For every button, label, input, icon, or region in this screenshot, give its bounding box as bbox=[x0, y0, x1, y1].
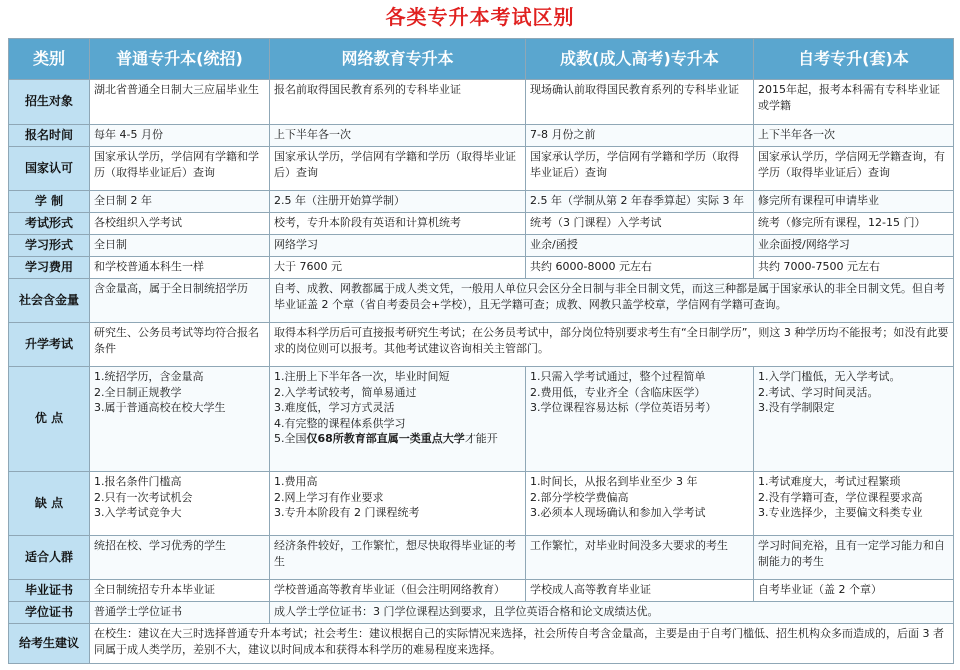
list-item: 1.注册上下半年各一次，毕业时间短 bbox=[274, 370, 450, 383]
table-row bbox=[9, 602, 954, 624]
table-row bbox=[9, 257, 954, 279]
table-row bbox=[9, 191, 954, 213]
table-cell: 经济条件较好，工作繁忙，想尽快取得毕业证的考生 bbox=[270, 536, 526, 580]
table-row bbox=[9, 147, 954, 191]
row-label: 学 制 bbox=[9, 191, 90, 213]
list-item: 1.时间长，从报名到毕业至少 3 年 bbox=[530, 475, 698, 488]
list-item: 3.没有学制限定 bbox=[758, 401, 835, 415]
table-cell: 统考（修完所有课程，12-15 门） bbox=[754, 213, 954, 235]
list-item: 2.入学考试较考，简单易通过 bbox=[274, 385, 417, 399]
table-cell bbox=[90, 367, 270, 472]
table-cell: 网络学习 bbox=[270, 235, 526, 257]
table-cell: 统招在校、学习优秀的学生 bbox=[90, 536, 270, 580]
table-cell: 业余面授/网络学习 bbox=[754, 235, 954, 257]
table-cell: 修完所有课程可申请毕业 bbox=[754, 191, 954, 213]
table-cell bbox=[754, 367, 954, 472]
row-label: 给考生建议 bbox=[9, 624, 90, 664]
table-cell-merged: 在校生：建议在大三时选择普通专升本考试；社会考生：建议根据自己的实际情况来选择，社会所传自考含金量高，主要是由于自考门槛低、招生机构众多而造成的，后面 3 者同属于成人类学历，差别不大，建议以时间成本和获得本科学历的难易程度来选择。 bbox=[90, 624, 954, 664]
header-adult: 成教(成人高考)专升本 bbox=[526, 39, 754, 80]
row-label: 适合人群 bbox=[9, 536, 90, 580]
header-regular: 普通专升本(统招) bbox=[90, 39, 270, 80]
table-cell: 学校普通高等教育毕业证（但会注明网络教育） bbox=[270, 580, 526, 602]
list-item: 3.学位课程容易达标（学位英语另考） bbox=[530, 401, 717, 415]
list-item: 1.费用高 bbox=[274, 475, 318, 488]
table-cell: 普通学士学位证书 bbox=[90, 602, 270, 624]
table-cell: 7-8 月份之前 bbox=[526, 125, 754, 147]
table-cell: 自考毕业证（盖 2 个章） bbox=[754, 580, 954, 602]
table-row bbox=[9, 624, 954, 664]
table-cell: 2015年起，报考本科需有专科毕业证或学籍 bbox=[754, 80, 954, 125]
table-cell: 业余/函授 bbox=[526, 235, 754, 257]
list-item: 2.费用低，专业齐全（含临床医学） bbox=[530, 385, 706, 399]
table-cell: 和学校普通本科生一样 bbox=[90, 257, 270, 279]
table-cell bbox=[270, 472, 526, 536]
table-cell: 共约 6000-8000 元左右 bbox=[526, 257, 754, 279]
table-cell: 学校成人高等教育毕业证 bbox=[526, 580, 754, 602]
table-cell: 全日制 bbox=[90, 235, 270, 257]
table-row bbox=[9, 580, 954, 602]
list-item-emphasis: 仅68所教育部直属一类重点大学 bbox=[306, 432, 465, 446]
comparison-table bbox=[8, 38, 954, 664]
table-row bbox=[9, 367, 954, 472]
row-label: 优 点 bbox=[9, 367, 90, 472]
table-cell bbox=[526, 472, 754, 536]
list-item: 1.报名条件门槛高 bbox=[94, 475, 182, 488]
table-cell bbox=[754, 472, 954, 536]
table-cell: 共约 7000-7500 元左右 bbox=[754, 257, 954, 279]
list-item: 2.部分学校学费偏高 bbox=[530, 490, 629, 504]
list-item: 2.只有一次考试机会 bbox=[94, 490, 193, 504]
table-cell: 现场确认前取得国民教育系列的专科毕业证 bbox=[526, 80, 754, 125]
header-online: 网络教育专升本 bbox=[270, 39, 526, 80]
list-item: 2.没有学籍可查，学位课程要求高 bbox=[758, 490, 923, 504]
table-cell: 2.5 年（学制从第 2 年春季算起）实际 3 年 bbox=[526, 191, 754, 213]
table-cell: 含金量高，属于全日制统招学历 bbox=[90, 279, 270, 323]
row-label: 学习费用 bbox=[9, 257, 90, 279]
table-cell: 研究生、公务员考试等均符合报名条件 bbox=[90, 323, 270, 367]
table-cell bbox=[526, 367, 754, 472]
table-cell: 全日制 2 年 bbox=[90, 191, 270, 213]
row-label: 招生对象 bbox=[9, 80, 90, 125]
table-cell: 国家承认学历，学信网无学籍查询，有学历（取得毕业证后）查询 bbox=[754, 147, 954, 191]
list-item: 3.属于普通高校在校大学生 bbox=[94, 401, 226, 415]
list-item-prefix: 5.全国 bbox=[274, 432, 307, 446]
table-row bbox=[9, 235, 954, 257]
table-cell: 国家承认学历，学信网有学籍和学历（取得毕业证后）查询 bbox=[90, 147, 270, 191]
list-item: 3.专升本阶段有 2 门课程统考 bbox=[274, 506, 420, 520]
list-item: 3.难度低，学习方式灵活 bbox=[274, 401, 395, 415]
list-item: 1.只需入学考试通过，整个过程简单 bbox=[530, 370, 706, 383]
row-label: 社会含金量 bbox=[9, 279, 90, 323]
list-item: 2.考试、学习时间灵活。 bbox=[758, 385, 879, 399]
row-label: 国家认可 bbox=[9, 147, 90, 191]
table-cell: 报名前取得国民教育系列的专科毕业证 bbox=[270, 80, 526, 125]
header-row bbox=[9, 39, 954, 80]
list-item-suffix: 才能开 bbox=[464, 432, 498, 446]
row-label: 毕业证书 bbox=[9, 580, 90, 602]
list-item: 1.考试难度大，考试过程繁琐 bbox=[758, 475, 901, 488]
table-row bbox=[9, 213, 954, 235]
table-cell: 统考（3 门课程）入学考试 bbox=[526, 213, 754, 235]
table-cell: 大于 7600 元 bbox=[270, 257, 526, 279]
table-cell: 上下半年各一次 bbox=[270, 125, 526, 147]
table-cell bbox=[270, 367, 526, 472]
table-cell bbox=[90, 472, 270, 536]
list-item: 3.必须本人现场确认和参加入学考试 bbox=[530, 506, 706, 520]
table-cell-merged: 成人学士学位证书：3 门学位课程达到要求，且学位英语合格和论文成绩达优。 bbox=[270, 602, 954, 624]
table-cell: 工作繁忙，对毕业时间没多大要求的考生 bbox=[526, 536, 754, 580]
list-item: 2.全日制正规教学 bbox=[94, 385, 182, 399]
table-cell: 学习时间充裕，且有一定学习能力和自制能力的考生 bbox=[754, 536, 954, 580]
row-label: 升学考试 bbox=[9, 323, 90, 367]
table-cell-merged: 取得本科学历后可直接报考研究生考试；在公务员考试中，部分岗位特别要求考生有“全日制学历”，则这 3 种学历均不能报考；如没有此要求的岗位则可以报考。其他考试建议咨询相关主管部门。 bbox=[270, 323, 954, 367]
row-label: 学位证书 bbox=[9, 602, 90, 624]
table-row bbox=[9, 80, 954, 125]
table-cell: 各校组织入学考试 bbox=[90, 213, 270, 235]
list-item: 3.专业选择少，主要偏文科类专业 bbox=[758, 506, 923, 520]
table-cell: 校考，专升本阶段有英语和计算机统考 bbox=[270, 213, 526, 235]
table-row bbox=[9, 472, 954, 536]
table-cell: 2.5 年（注册开始算学制） bbox=[270, 191, 526, 213]
table-cell: 国家承认学历，学信网有学籍和学历（取得毕业证后）查询 bbox=[270, 147, 526, 191]
row-label: 考试形式 bbox=[9, 213, 90, 235]
table-cell: 湖北省普通全日制大三应届毕业生 bbox=[90, 80, 270, 125]
table-cell: 每年 4-5 月份 bbox=[90, 125, 270, 147]
list-item: 4.有完整的课程体系供学习 bbox=[274, 416, 406, 430]
header-category: 类别 bbox=[9, 39, 90, 80]
table-row bbox=[9, 323, 954, 367]
table-row bbox=[9, 279, 954, 323]
header-self-study: 自考专升(套)本 bbox=[754, 39, 954, 80]
row-label: 缺 点 bbox=[9, 472, 90, 536]
table-cell-merged: 自考、成教、网教都属于成人类文凭，一般用人单位只会区分全日制与非全日制文凭，而这三种都是属于国家承认的非全日制文凭。但自考毕业证盖 2 个章（省自考委员会+学校），且无学籍可查；成教、网教只盖学校章，学信网有学籍可查询。 bbox=[270, 279, 954, 323]
list-item: 2.网上学习有作业要求 bbox=[274, 490, 384, 504]
list-item: 1.入学门槛低，无入学考试。 bbox=[758, 370, 901, 383]
list-item: 3.入学考试竞争大 bbox=[94, 506, 182, 520]
row-label: 报名时间 bbox=[9, 125, 90, 147]
table-cell: 国家承认学历，学信网有学籍和学历（取得毕业证后）查询 bbox=[526, 147, 754, 191]
table-cell: 上下半年各一次 bbox=[754, 125, 954, 147]
list-item bbox=[274, 431, 521, 447]
table-row bbox=[9, 125, 954, 147]
page-title: 各类专升本考试区别 bbox=[385, 5, 575, 29]
row-label: 学习形式 bbox=[9, 235, 90, 257]
table-row bbox=[9, 536, 954, 580]
table-cell: 全日制统招专升本毕业证 bbox=[90, 580, 270, 602]
list-item: 1.统招学历，含金量高 bbox=[94, 370, 204, 383]
